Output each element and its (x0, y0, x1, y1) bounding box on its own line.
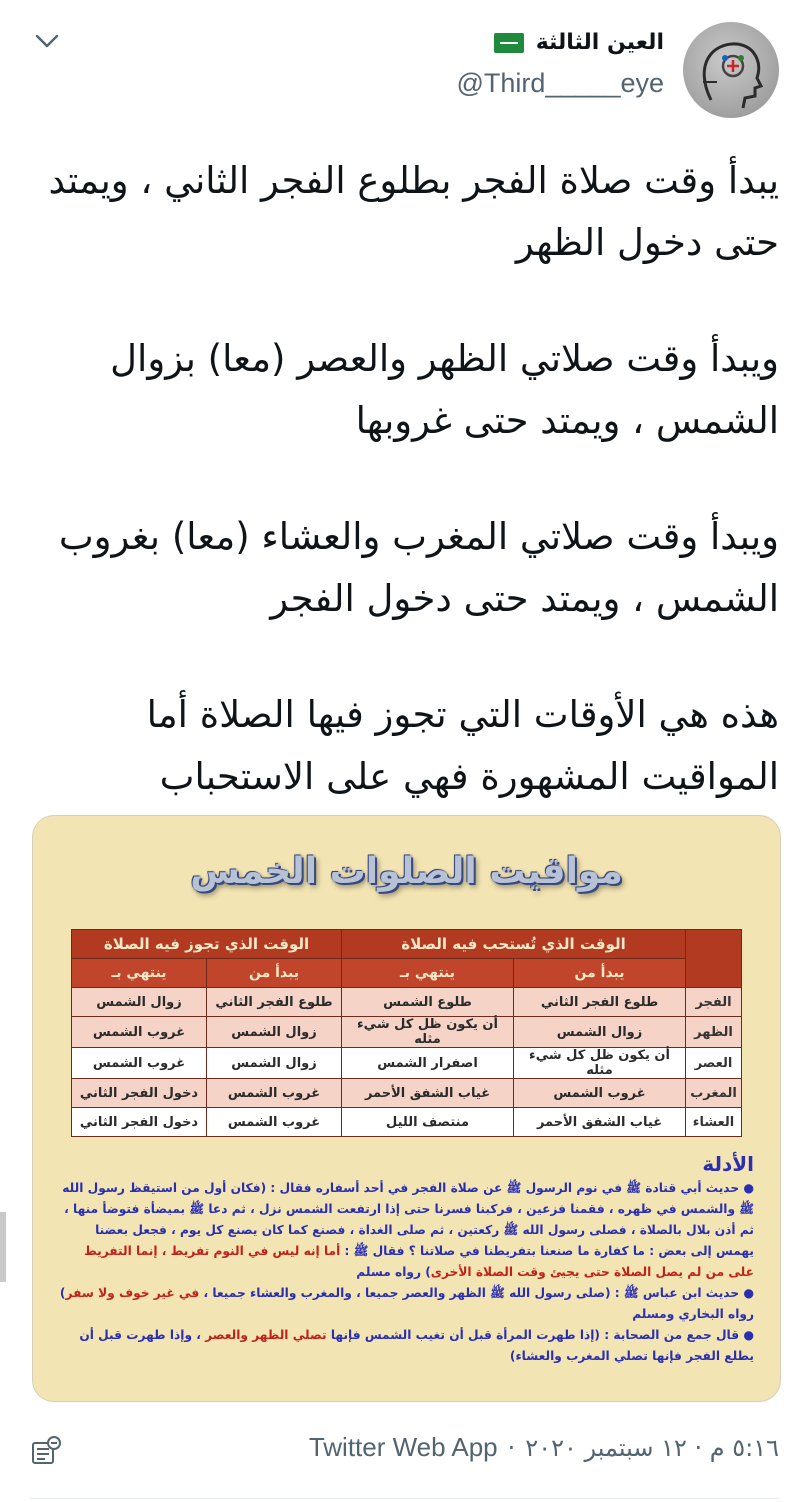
tweet-analytics-icon[interactable] (30, 1435, 64, 1467)
table-cell: منتصف الليل (342, 1108, 514, 1137)
header-end: ينتهي بـ (342, 959, 514, 988)
table-row (72, 1108, 742, 1137)
evidence-highlight: تصلي الظهر والعصر (205, 1328, 327, 1342)
prayer-name: المغرب (686, 1079, 742, 1108)
table-row (72, 1017, 742, 1048)
table-cell: غياب الشفق الأحمر (342, 1079, 514, 1108)
table-cell: طلوع الشمس (342, 988, 514, 1017)
tweet-meta (309, 1432, 779, 1463)
table-corner (686, 930, 742, 988)
table-cell: غياب الشفق الأحمر (514, 1108, 686, 1137)
table-cell: غروب الشمس (514, 1079, 686, 1108)
evidence-item (59, 1178, 754, 1283)
prayer-name: الفجر (686, 988, 742, 1017)
evidence-heading: الأدلة (702, 1152, 754, 1176)
table-cell: دخول الفجر الثاني (72, 1079, 207, 1108)
scroll-edge-indicator (0, 1212, 6, 1282)
meta-separator: · (507, 1433, 516, 1462)
prayer-name: العشاء (686, 1108, 742, 1137)
tweet-paragraph: هذه هي الأوقات التي تجوز فيها الصلاة أما المواقيت المشهورة فهي على الاستحباب (146, 693, 779, 798)
prayer-name: العصر (686, 1048, 742, 1079)
evidence-highlight: أما إنه ليس في النوم تفريط ، إنما التفريط على من لم يصل الصلاة حتى يجيئ وقت الصلاة الأخرى (84, 1244, 754, 1279)
tweet-text (30, 150, 779, 808)
evidence-item (59, 1325, 754, 1367)
table-cell: طلوع الفجر الثاني (514, 988, 686, 1017)
chevron-down-icon[interactable] (34, 30, 60, 52)
table-cell: دخول الفجر الثاني (72, 1108, 207, 1137)
divider (30, 1498, 779, 1499)
tweet-paragraph: ويبدأ وقت صلاتي المغرب والعشاء (معا) بغروب الشمس ، ويمتد حتى دخول الفجر (58, 515, 779, 620)
table-cell: زوال الشمس (514, 1017, 686, 1048)
prayer-times-table (71, 929, 742, 1137)
table-row (72, 988, 742, 1017)
bullet-icon: ● (743, 1328, 754, 1342)
evidence-section (59, 1152, 754, 1367)
display-name[interactable]: العين الثالثة (535, 30, 664, 55)
evidence-text: ) رواه مسلم (356, 1265, 431, 1279)
table-cell: غروب الشمس (207, 1108, 342, 1137)
saudi-flag-icon (494, 33, 524, 53)
table-cell: اصفرار الشمس (342, 1048, 514, 1079)
table-row (72, 1079, 742, 1108)
bullet-icon: ● (743, 1181, 754, 1195)
header-allowed-time: الوقت الذي تجوز فيه الصلاة (72, 930, 342, 959)
table-cell: طلوع الفجر الثاني (207, 988, 342, 1017)
image-title: مواقيت الصلوات الخمس (190, 851, 623, 892)
evidence-text: حديث أبي قتادة ﷺ في نوم الرسول ﷺ عن صلاة الفجر في أحد أسفاره فقال : (فكان أول من استيقظ رسول الله ﷺ والشمس في ظهره ، فقمنا فزعين ، فركبنا فسرنا حتى إذا ارتفعت الشمس نزل ، ثم دعا ﷺ بميضأة فتوضأ منها ، ثم أذن بلال بالصلاة ، فصلى رسول الله ﷺ ركعتين ، ثم صلى الغداة ، فصنع كما كان يصنع كل يوم ، فجعل بعضنا يهمس إلى بعض : ما كفارة ما صنعنا بتفريطنا في صلاتنا ؟ فقال ﷺ : (62, 1181, 754, 1258)
header-end: ينتهي بـ (72, 959, 207, 988)
tweet-paragraph: ويبدأ وقت صلاتي الظهر والعصر (معا) بزوال الشمس ، ويمتد حتى غروبها (110, 337, 779, 442)
evidence-text: قال جمع من الصحابة : (إذا طهرت المرأة قبل أن تغيب الشمس فإنها (326, 1328, 740, 1342)
header-preferred-time: الوقت الذي تُستحب فيه الصلاة (342, 930, 686, 959)
evidence-highlight: في غير خوف ولا سفر (65, 1286, 200, 1300)
table-cell: غروب الشمس (72, 1048, 207, 1079)
prayer-name: الظهر (686, 1017, 742, 1048)
table-cell: أن يكون ظل كل شيء مثله (342, 1017, 514, 1048)
header-start: يبدأ من (514, 959, 686, 988)
tweet-source[interactable]: Twitter Web App (308, 1432, 498, 1462)
tweet-image[interactable] (32, 815, 781, 1402)
avatar[interactable] (683, 22, 779, 118)
tweet-timestamp[interactable]: ٥:١٦ م · ١٢ سبتمبر ٢٠٢٠ (525, 1433, 779, 1462)
header-start: يبدأ من (207, 959, 342, 988)
table-cell: زوال الشمس (72, 988, 207, 1017)
table-cell: أن يكون ظل كل شيء مثله (514, 1048, 686, 1079)
tweet-paragraph: يبدأ وقت صلاة الفجر بطلوع الفجر الثاني ، ويمتد حتى دخول الظهر (48, 159, 779, 264)
bullet-icon: ● (743, 1286, 754, 1300)
evidence-text: ، وإذا طهرت قبل أن يطلع الفجر فإنها تصلي المغرب والعشاء) (79, 1328, 754, 1363)
evidence-text: حديث ابن عباس ﷺ : (صلى رسول الله ﷺ الظهر والعصر جميعا ، والمغرب والعشاء جميعا ، (199, 1286, 740, 1300)
evidence-item (59, 1283, 754, 1325)
table-cell: غروب الشمس (72, 1017, 207, 1048)
table-row (72, 1048, 742, 1079)
table-cell: زوال الشمس (207, 1048, 342, 1079)
user-handle[interactable]: @Third_____eye (456, 68, 664, 98)
head-lightbulb-avatar (683, 22, 779, 118)
evidence-text: ) رواه البخاري ومسلم (59, 1286, 754, 1321)
table-cell: غروب الشمس (207, 1079, 342, 1108)
table-cell: زوال الشمس (207, 1017, 342, 1048)
